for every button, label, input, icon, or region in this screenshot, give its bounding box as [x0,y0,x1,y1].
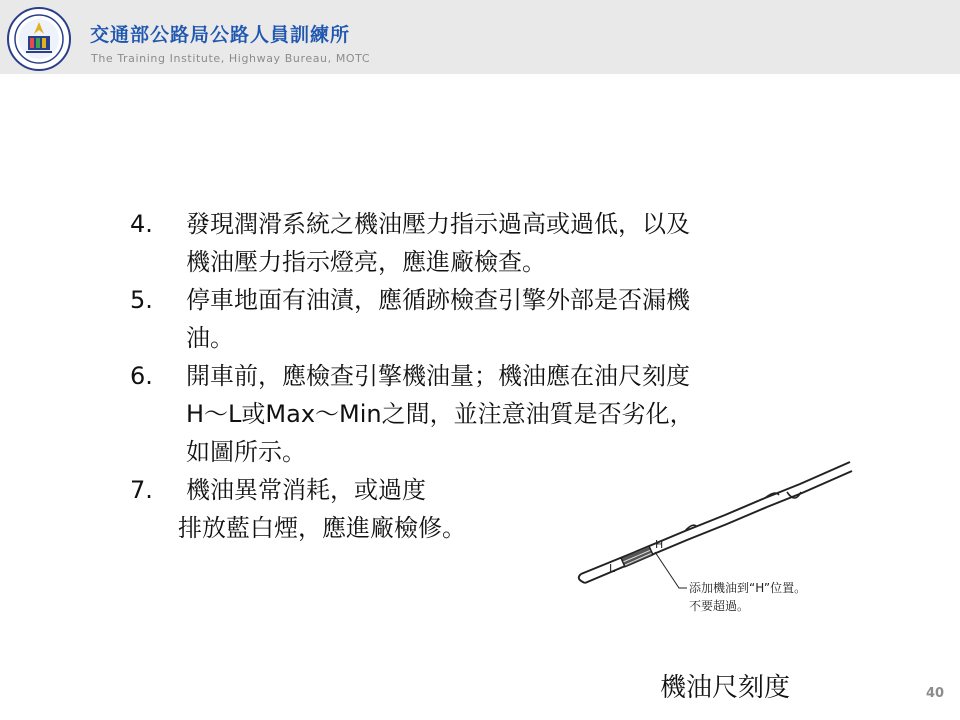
list-item-4 [130,205,870,281]
institute-seal-logo-icon [6,6,72,72]
org-name-en: The Training Institute, Highway Bureau, MOTC [91,52,371,65]
item-number: 6. [130,362,153,390]
item-line: 發現潤滑系統之機油壓力指示過高或過低，以及 [186,210,690,238]
item-line: 停車地面有油漬，應循跡檢查引擎外部是否漏機 [186,286,690,314]
item-line: 機油異常消耗，或過度 [186,476,426,504]
item-line: H～L或Max～Min之間，並注意油質是否劣化， [186,400,694,428]
figure-caption: 機油尺刻度 [660,673,791,703]
dipstick-h-marker: H [655,538,664,551]
annotation-line-2: 不要超過。 [689,599,750,613]
item-line: 排放藍白煙，應進廠檢修。 [178,514,466,542]
item-line: 機油壓力指示燈亮，應進廠檢查。 [186,248,546,276]
item-number: 7. [130,476,153,504]
oil-dipstick-icon [575,440,855,620]
list-item-5 [130,281,870,357]
item-line: 油。 [186,324,234,352]
dipstick-l-marker: L [609,562,616,575]
header-bar [0,0,960,74]
item-line: 開車前，應檢查引擎機油量；機油應在油尺刻度 [186,362,690,390]
page-number: 40 [926,686,945,701]
item-number: 5. [130,286,153,314]
annotation-line-1: 添加機油到“H”位置。 [689,581,807,595]
item-number: 4. [130,210,153,238]
org-name-cn: 交通部公路局公路人員訓練所 [90,24,351,46]
item-line: 如圖所示。 [186,438,306,466]
